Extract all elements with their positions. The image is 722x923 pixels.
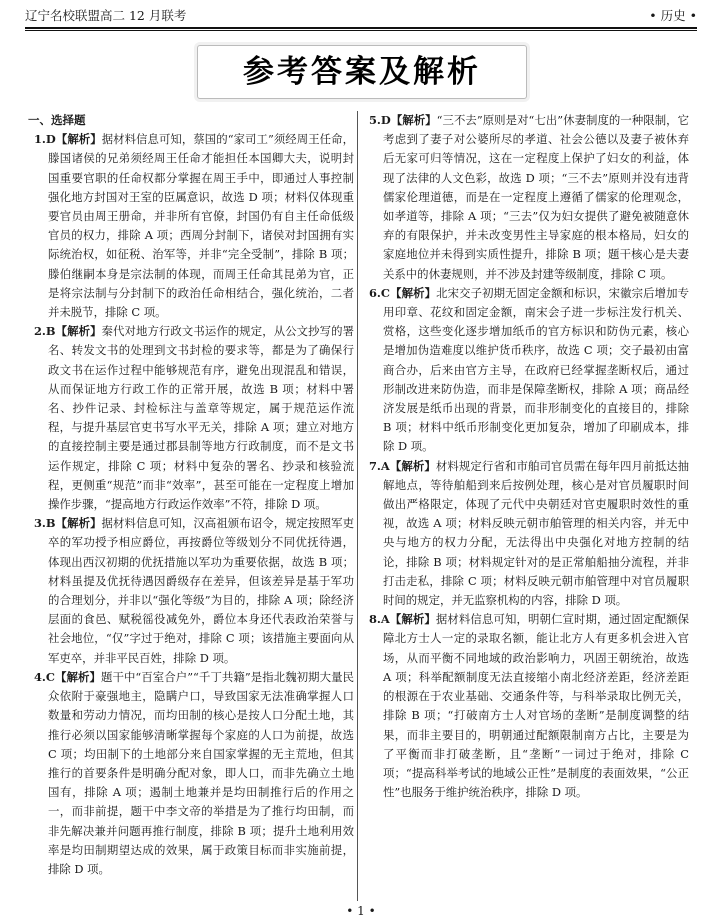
- title-banner: [197, 45, 527, 99]
- page-header: [25, 6, 697, 26]
- question-number: 8.: [369, 612, 381, 627]
- question-number: 2.: [34, 324, 46, 339]
- document-title: 参考答案及解析: [243, 54, 481, 90]
- answer-item: [369, 457, 689, 611]
- analysis-text: 北宋交子初期无固定金额和标识，宋徽宗后增加专用印章、花纹和固定金额，南宋会子进一步标注发行机关、赏格，这些变化逐步增加纸币的官方标识和防伪元素，核心是增加伪造难度以维护货币秩序，故选 C 项；交子最初由富商合办，后来由官方主导，在政府已经掌握垄断权后，通过形制改进来防伪造，而非是保障垄断权，排除 A 项；商品经济发展是纸币出现的背景，而非形制变化的直接目的，排除 B 项；材料中纸币形制变化更加复杂，增加了印刷成本，排除 D 项。: [383, 285, 689, 454]
- answer-item: [369, 111, 689, 284]
- subject-label: • 历史 •: [649, 8, 697, 23]
- page-number: • 1 •: [346, 904, 376, 918]
- right-column: [369, 111, 689, 802]
- left-column: [28, 111, 354, 879]
- answer-letter: A: [380, 458, 390, 473]
- question-number: 4.: [34, 669, 46, 684]
- answer-letter: C: [380, 285, 390, 300]
- answer-letter: B: [45, 324, 56, 339]
- analysis-tag: 【解析】: [55, 516, 102, 531]
- answer-item: [369, 610, 689, 802]
- analysis-tag: 【解析】: [389, 612, 436, 627]
- analysis-tag: 【解析】: [389, 285, 437, 300]
- question-number: 6.: [369, 285, 381, 300]
- answer-letter: B: [45, 516, 56, 531]
- answer-letter: A: [380, 612, 390, 627]
- analysis-tag: 【解析】: [55, 324, 102, 339]
- analysis-text: 题干中“百室合户”“千丁共籍”是指北魏初期大量民众依附于豪强地主，隐瞒户口，导致国家无法准确掌握人口数量和劳动力情况，而均田制的核心是按人口分配土地，其推行必须以国家能够清晰掌握每个家庭的人口为前提，故选 C 项；均田制下的土地部分来自国家掌握的无主荒地，但其推行的首要条件是明确分配对象，即人口，而非先确立土地国有，排除 A 项；遏制土地兼并是均田制推行后的作用之一，而非前提，题干中李文帝的举措是为了推行均田制，而非先解决兼并问题再推行制度，排除 B 项；提升土地利用效率是均田制期望达成的效果，属于政策目标而非实施前提，排除 D 项。: [48, 669, 354, 876]
- analysis-tag: 【解析】: [54, 669, 101, 684]
- answer-item: [369, 284, 689, 457]
- exam-name: 辽宁名校联盟高二 12 月联考: [25, 8, 187, 23]
- analysis-text: “三不去”原则是对“七出”休妻制度的一种限制，它考虑到了妻子对公婆所尽的孝道、社会公德以及妻子被休弃后无家可归等情况，这在一定程度上保护了妇女的利益，体现了法律的人文色彩，故选 D 项；“三不去”原则并没有违背儒家伦理道德，而是在一定程度上遵循了儒家的伦理观念，如孝道等，排除 A 项；“三去”仅为妇女提供了避免被随意休弃的有限保护，并未改变男性主导家庭的根本格局，妇女的家庭地位并未得到实质性提升，排除 B 项；题干核心是夫妻关系中的休妻规则，并不涉及封建等级制度，排除 C 项。: [383, 113, 689, 281]
- answer-item: [34, 130, 354, 322]
- answer-letter: C: [45, 669, 55, 684]
- analysis-tag: 【解析】: [55, 132, 102, 147]
- answer-item: [34, 322, 354, 514]
- question-number: 3.: [34, 516, 46, 531]
- section-title: 一、选择题: [28, 113, 86, 127]
- question-number: 7.: [369, 458, 381, 473]
- analysis-tag: 【解析】: [389, 458, 436, 473]
- column-divider: [357, 111, 358, 901]
- analysis-text: 秦代对地方行政文书运作的规定，从公文抄写的署名、转发文书的处理到文书封检的要求等，都是为了确保行政文书在运作过程中能够规范有序，避免出现混乱和错误，从而保证地方行政工作的正常开展，故选 B 项；材料中署名、抄件记录、封检标注与盖章等规定，属于规范运作流程，与提升基层官吏书写水平无关，排除 A 项；建立对地方的直接控制主要是通过郡县制等地方行政制度，而不是文书运作规定，排除 C 项；材料中复杂的署名、抄录和核验流程，更侧重“规范”而非“效率”，甚至可能在一定程度上增加操作步骤，“提高地方行政运作效率”不符，排除 D 项。: [48, 324, 354, 512]
- header-rule-thin: [25, 30, 697, 31]
- analysis-tag: 【解析】: [390, 113, 437, 127]
- answer-letter: D: [45, 132, 56, 147]
- answer-item: [34, 514, 354, 668]
- question-number: 5.: [369, 113, 381, 127]
- answer-item: [34, 668, 354, 879]
- question-number: 1.: [34, 132, 46, 147]
- analysis-text: 据材料信息可知，明朝仁宣时期，通过固定配额保障北方士人一定的录取名额，能让北方人有更多机会进入官场，从而平衡不同地域的政治影响力，巩固王朝统治，故选 A 项；科举配额制度无法直接缩小南北经济差距，经济差距的根源在于农业基础、交通条件等，与科举录取比例无关，排除 B 项；“打破南方士人对官场的垄断”是制度调整的结果，而非主要目的，明朝通过配额限制南方占比，主要是为了平衡而非打破垄断，且“垄断”一词过于绝对，排除 C 项；“提高科举考试的地域公正性”是制度的表面效果，“公正性”也服务于维护统治秩序，排除 D 项。: [383, 612, 689, 800]
- analysis-text: 材料规定行省和市舶司官员需在每年四月前抵达抽解地点，等待舶船到来后按例处理，核心是对官员履职时间做出严格限定，体现了元代中央朝廷对官吏履职时效性的重视，故选 A 项；材料反映元朝市舶管理的相关内容，并无中央与地方的权力分配，无法得出中央强化对地方控制的结论，排除 B 项；材料规定针对的是正常舶船抽分流程，并非打击走私，排除 C 项；材料反映元朝市舶管理中对官员履职时间的规定，并无监察机构的内容，排除 D 项。: [383, 458, 689, 608]
- header-rule: [25, 27, 697, 29]
- answer-letter: D: [380, 113, 391, 127]
- analysis-text: 据材料信息可知，汉高祖颁布诏令，规定按照军吏卒的军功授予相应爵位，再按爵位等级划分不同优抚待遇，体现出西汉初期的优抚措施以军功为重要依据，故选 B 项；材料虽提及优抚待遇因爵级存在差异，但该差异是基于军功的合理划分，并非以“强化等级”为目的，排除 A 项；除经济层面的食邑、赋税徭役减免外，爵位本身还代表政治荣誉与社会地位，“仅”字过于绝对，排除 C 项；该措施主要面向从军吏卒，并非平民百姓，排除 D 项。: [48, 516, 354, 665]
- analysis-text: 据材料信息可知，蔡国的“家司工”须经周王任命，滕国诸侯的兄弟须经周王任命才能担任本国卿大夫，说明封国重要官职的任命权都分掌握在周王手中，即通过人事控制强化地方封国对王室的臣属意识，故选 D 项；材料仅体现重要官员由周王册命，并非所有官僚，封国仍有自主任命低级官员的权力，排除 A 项；西周分封制下，诸侯对封国拥有实际统治权，如征税、治军等，并非“完全受制”，排除 B 项；滕伯继嗣本身是宗法制的体现，而周王任命其昆弟为官，正是将宗法制与分封制下的政治任命相结合，强化统治，二者并未脱节，排除 C 项。: [48, 132, 354, 320]
